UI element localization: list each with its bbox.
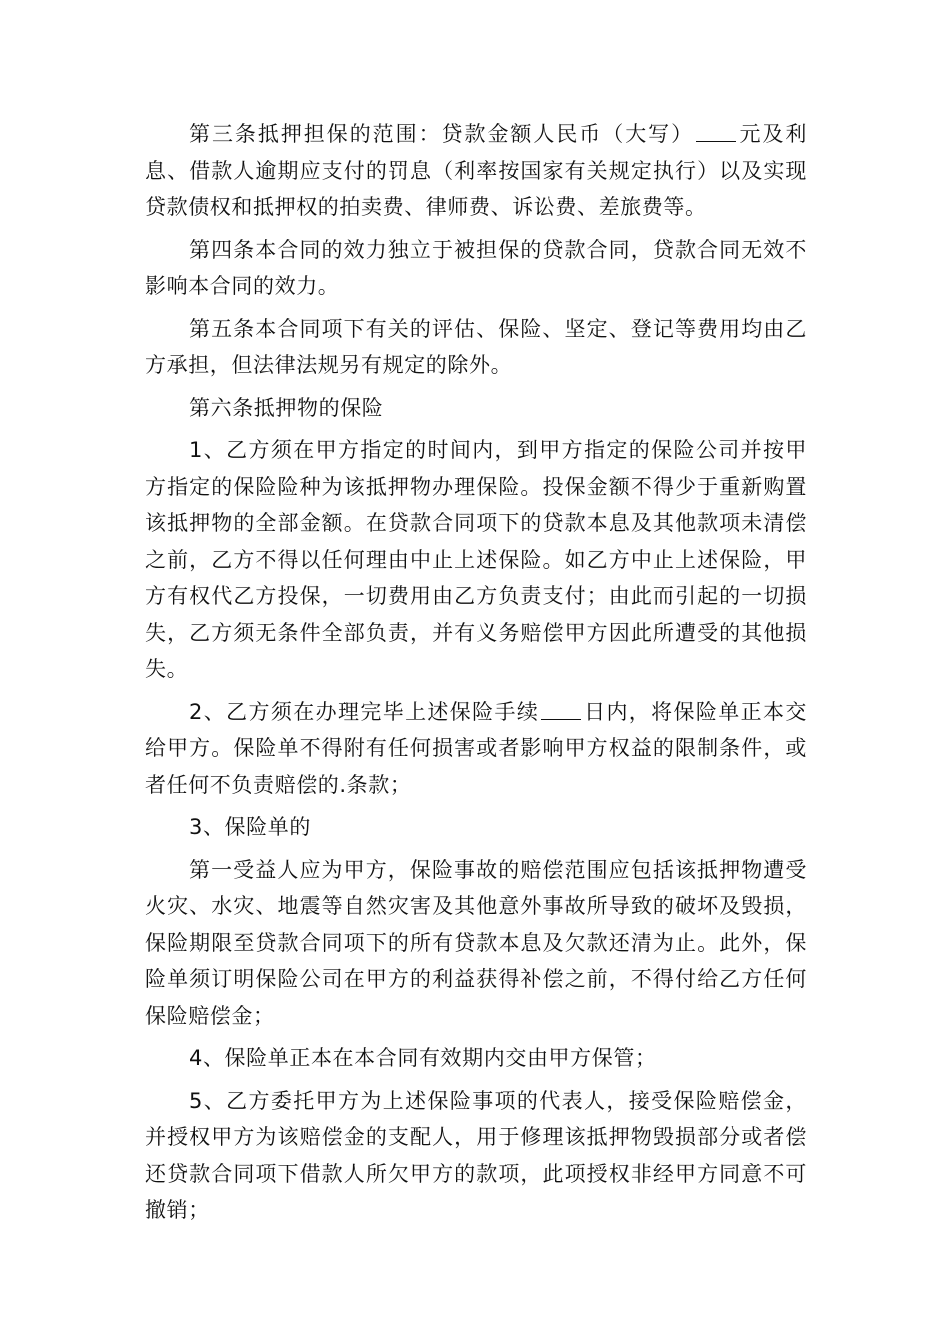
fill-blank xyxy=(696,122,736,142)
paragraph-clause-3: 3、保险单的 xyxy=(189,815,311,839)
paragraph-article-4: 第四条本合同的效力独立于被担保的贷款合同，贷款合同无效不影响本合同的效力。 xyxy=(145,237,807,298)
document-body xyxy=(145,116,807,1235)
paragraph-text: 第三条抵押担保的范围：贷款金额人民币（大写） xyxy=(189,122,695,146)
paragraph-article-6-heading: 第六条抵押物的保险 xyxy=(189,395,384,420)
paragraph-clause-5: 5、乙方委托甲方为上述保险事项的代表人，接受保险赔偿金，并授权甲方为该赔偿金的支配人，用于修理该抵押物毁损部分或者偿还贷款合同项下借款人所欠甲方的款项，此项授权非经甲方同意不可撤销； xyxy=(145,1088,807,1222)
paragraph-text: 2、乙方须在办理完毕上述保险手续 xyxy=(189,699,540,724)
fill-blank xyxy=(541,700,581,720)
paragraph-text: 日内，将保险单正本交给甲方。保险单不得附有任何损害或者影响甲方权益的限制条件，或者任何不负责赔偿的.条款； xyxy=(145,699,808,797)
paragraph-clause-4: 4、保险单正本在本合同有效期内交由甲方保管； xyxy=(189,1046,657,1070)
paragraph-article-3 xyxy=(145,116,807,226)
paragraph-beneficiary: 第一受益人应为甲方，保险事故的赔偿范围应包括该抵押物遭受火灾、水灾、地震等自然灾害及其他意外事故所导致的破坏及毁损，保险期限至贷款合同项下的所有贷款本息及欠款还清为止。此外，保险单须订明保险公司在甲方的利益获得补偿之前，不得付给乙方任何保险赔偿金； xyxy=(145,857,807,1028)
paragraph-clause-2 xyxy=(145,694,807,804)
paragraph-article-5: 第五条本合同项下有关的评估、保险、坚定、登记等费用均由乙方承担，但法律法规另有规定的除外。 xyxy=(145,316,807,377)
paragraph-text: 元及利息、借款人逾期应支付的罚息（利率按国家有关规定执行）以及实现贷款债权和抵押权的拍卖费、律师费、诉讼费、差旅费等。 xyxy=(145,122,807,219)
paragraph-clause-1: 1、乙方须在甲方指定的时间内，到甲方指定的保险公司并按甲方指定的保险险种为该抵押物办理保险。投保金额不得少于重新购置该抵押物的全部金额。在贷款合同项下的贷款本息及其他款项未清偿之前，乙方不得以任何理由中止上述保险。如乙方中止上述保险，甲方有权代乙方投保，一切费用由乙方负责支付；由此而引起的一切损失，乙方须无条件全部负责，并有义务赔偿甲方因此所遭受的其他损失。 xyxy=(145,438,807,681)
